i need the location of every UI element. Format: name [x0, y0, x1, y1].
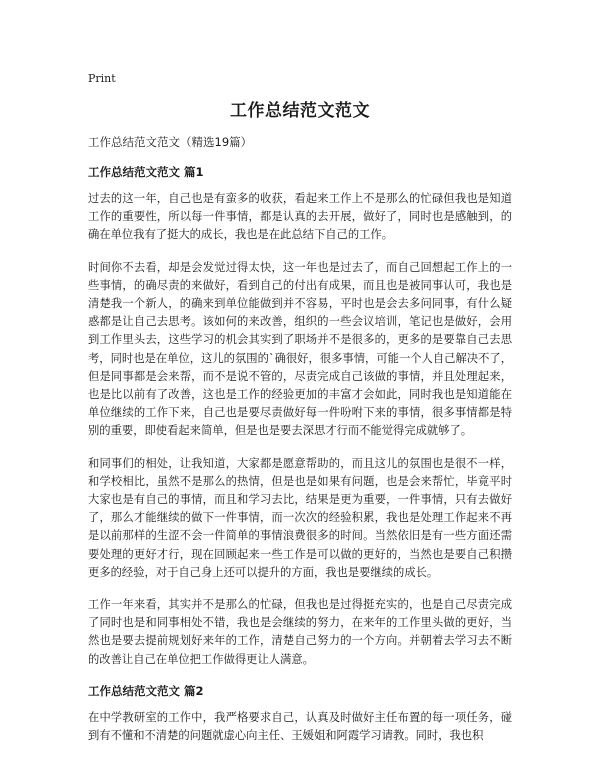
section-2 — [88, 683, 512, 745]
paragraph: 时间你不去看，却是会发觉过得太快，这一年也是过去了，而自己回想起工作上的一些事情，的确尽责的来做好，看到自己的付出有成果，而且也是被同事认可，我也是清楚我一个新人，的确来到单位能做到并不容易，平时也是会去多问同事，有什么疑惑都是让自己去思考。该如何的来改善，组织的一些会议培训，笔记也是做好，会用到工作里头去，这些学习的机会其实到了职场并不是很多的，更多的是要靠自己去思考，同时也是在单位，这儿的氛围的`确很好，很多事情，可能一个人自己解决不了，但是同事都是会来帮，而不是说不管的，尽责完成自己该做的事情，并且处理起来，也是比以前有了改善，这也是工作的经验更加的丰富才会如此，同时我也是知道能在单位继续的工作下来，自己也是要尽责做好每一件吩咐下来的事情，很多事情都是特别的重要，即使看起来简单，但是也是要去深思才行而不能觉得完成就够了。 — [88, 260, 512, 438]
paragraph: 工作一年来看，其实并不是那么的忙碌，但我也是过得挺充实的，也是自己尽责完成了同时也是和同事相处不错，我也是会继续的努力，在来年的工作里头做的更好，当然也是要去提前规划好来年的工作，清楚自己努力的一个方向。并朝着去学习去不断的改善让自己在单位把工作做得更让人满意。 — [88, 598, 512, 666]
section-1 — [88, 164, 512, 669]
print-label: Print — [88, 72, 116, 85]
section-heading: 工作总结范文范文 篇1 — [88, 165, 204, 179]
paragraph: 过去的这一年，自己也是有蛮多的收获，看起来工作上不是那么的忙碌但我也是知道工作的重要性，所以每一件事情，都是认真的去开展，做好了，同时也是感触到，的确在单位我有了挺大的成长，我也是在此总结下自己的工作。 — [88, 192, 512, 242]
document-subtitle: 工作总结范文范文（精选19篇） — [88, 135, 253, 149]
document-title: 工作总结范文范文 — [230, 101, 370, 121]
paragraph: 在中学教研室的工作中，我严格要求自己，认真及时做好主任布置的每一项任务，碰到有不懂和不清楚的问题就虚心向主任、王媛姐和阿霞学习请教。同时，我也积 — [88, 710, 512, 743]
section-heading: 工作总结范文范文 篇2 — [88, 683, 204, 698]
paragraph: 和同事们的相处，让我知道，大家都是愿意帮助的，而且这儿的氛围也是很不一样，和学校相比，虽然不是那么的热情，但是也是如果有问题，也是会来帮忙，毕竟平时大家也是有自己的事情，而且和学习去比，结果是更为重要，一件事情，只有去做好了，那么才能继续的做下一件事情，而一次次的经验积累，我也是处理工作起来不再是以前那样的生涩不会一件简单的事情浪费很多的时间。当然依旧是有一些方面还需要处理的更好才行，现在回顾起来一些工作是可以做的更好的，当然也是要自己积攒更多的经验，对于自己身上还可以提升的方面，我也是要继续的成长。 — [88, 456, 512, 579]
